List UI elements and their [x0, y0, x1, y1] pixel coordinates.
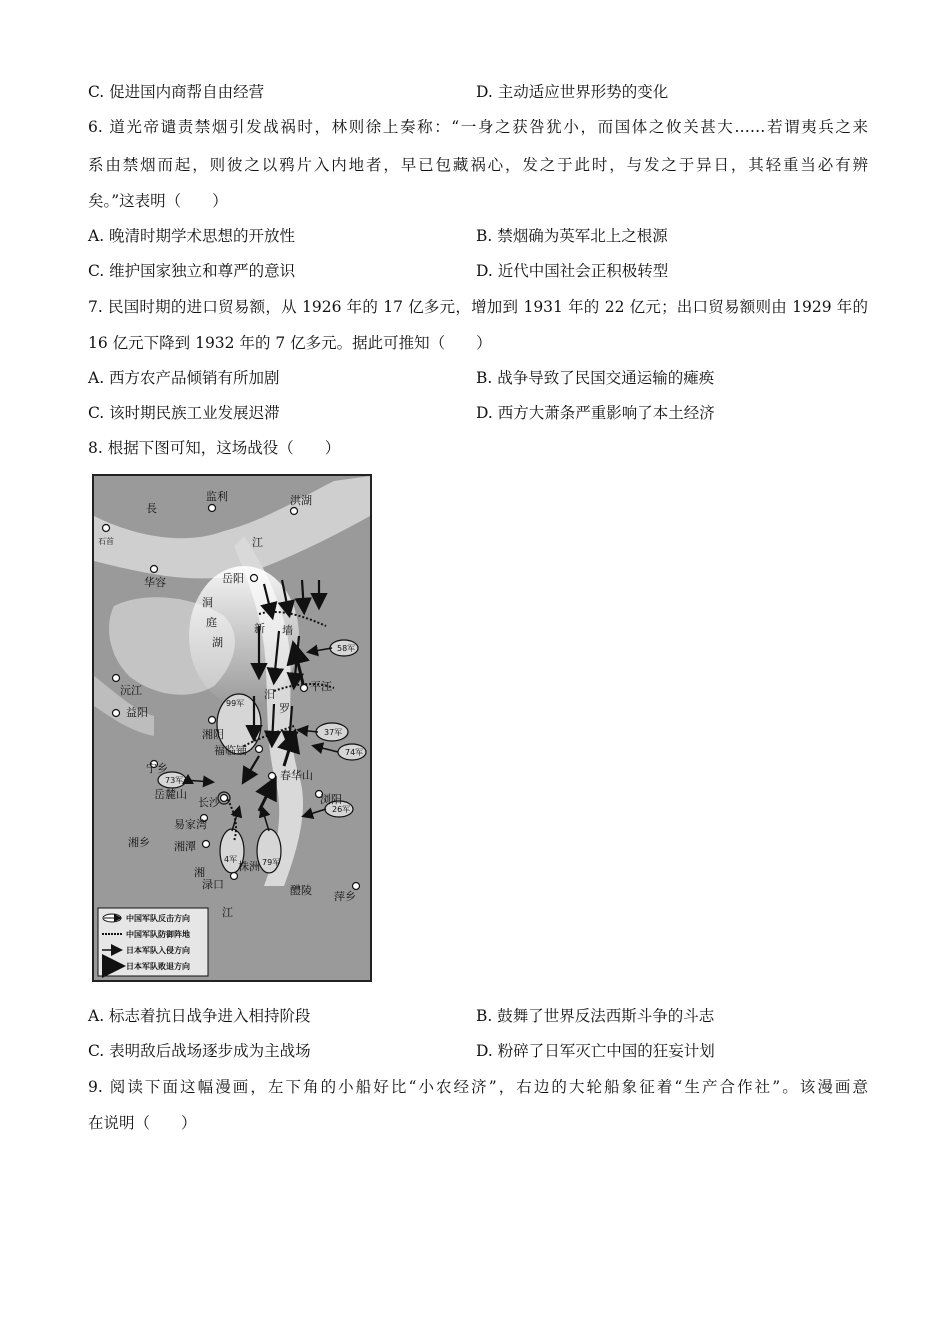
river-qiang: 墙: [282, 624, 293, 637]
q7-option-d: D. 西方大萧条严重影响了本土经济: [476, 404, 715, 422]
place-shishou: 石首: [98, 537, 114, 546]
place-changsha: 长沙: [198, 796, 220, 809]
place-liling: 醴陵: [290, 884, 312, 897]
map-legend: [98, 908, 208, 976]
place-pingxiang: 萍乡: [334, 890, 356, 903]
q8-stem: 8. 根据下图可知，这场战役（ ）: [88, 439, 341, 457]
q6-option-c: C. 维护国家独立和尊严的意识: [88, 262, 296, 280]
place-liuyang: 浏阳: [320, 793, 342, 806]
place-ningxiang: 宁乡: [146, 762, 168, 775]
river-luo: 罗: [279, 702, 290, 715]
unit-79: 79军: [262, 858, 281, 867]
q6-stem-line2: 系由禁烟而起，则彼之以鸦片入内地者，早已包藏祸心，发之于此时，与发之于异日，其轻重当必有辨: [88, 156, 868, 174]
q8-option-b: B. 鼓舞了世界反法西斯斗争的斗志: [476, 1007, 715, 1025]
q7-stem-line1: 7. 民国时期的进口贸易额，从 1926 年的 17 亿多元，增加到 1931 年的 22 亿元；出口贸易额则由 1929 年的: [88, 298, 868, 316]
q8-option-a: A. 标志着抗日战争进入相持阶段: [88, 1007, 311, 1025]
unit-58: 58军: [337, 644, 356, 653]
river-jiang2: 江: [222, 906, 233, 919]
q6-stem-line1: 6. 道光帝谴责禁烟引发战祸时，林则徐上奏称：“一身之获咎犹小，而国体之攸关甚大……若谓夷兵之来: [88, 118, 868, 136]
q5-option-c: C. 促进国内商帮自由经营: [88, 83, 265, 101]
place-yijiawan: 易家湾: [174, 818, 207, 831]
place-honghu: 洪湖: [290, 494, 312, 507]
q7-option-a: A. 西方农产品倾销有所加剧: [88, 369, 280, 387]
legend-japanese-invasion: 日本军队入侵方向: [126, 946, 190, 955]
q7-option-c: C. 该时期民族工业发展迟滞: [88, 404, 280, 422]
place-lukou: 渌口: [202, 878, 224, 891]
q6-option-b: B. 禁烟确为英军北上之根源: [476, 227, 668, 245]
place-jianli: 监利: [206, 490, 228, 503]
q6-option-a: A. 晚清时期学术思想的开放性: [88, 227, 296, 245]
place-xiangyin: 湘阴: [202, 728, 224, 741]
unit-26: 26军: [332, 805, 351, 814]
lake-dong: 洞: [202, 596, 213, 609]
legend-chinese-counter: 中国军队反击方向: [126, 914, 190, 923]
unit-37: 37军: [324, 728, 343, 737]
place-yiyang: 益阳: [126, 706, 148, 719]
q9-stem-line1: 9. 阅读下面这幅漫画，左下角的小船好比“小农经济”，右边的大轮船象征着“生产合作社”。该漫画意: [88, 1078, 868, 1096]
river-jiang: 江: [252, 536, 263, 549]
q8-option-d: D. 粉碎了日军灭亡中国的狂妄计划: [476, 1042, 715, 1060]
place-xiangtan: 湘潭: [174, 840, 196, 853]
place-yuanjiang: 沅江: [120, 684, 142, 697]
q8-option-c: C. 表明敌后战场逐步成为主战场: [88, 1042, 311, 1060]
place-huarong: 华容: [144, 576, 166, 589]
unit-73: 73军: [165, 776, 184, 785]
river-xiang: 湘: [194, 866, 205, 879]
lake-ting: 庭: [206, 616, 217, 629]
place-yueyang: 岳阳: [222, 572, 244, 585]
river-xin: 新: [254, 622, 265, 635]
unit-4: 4军: [224, 855, 238, 864]
q7-option-b: B. 战争导致了民国交通运输的瘫痪: [476, 369, 715, 387]
place-chunhuashan: 春华山: [280, 769, 313, 782]
lake-hu: 湖: [212, 636, 223, 649]
place-pingjiang: 平江: [310, 680, 332, 693]
river-chang: 長: [146, 502, 157, 515]
river-mi: 汨: [264, 688, 275, 701]
place-zhuzhou: 株洲: [238, 860, 260, 873]
legend-chinese-defense: 中国军队防御阵地: [126, 930, 190, 939]
unit-74: 74军: [345, 748, 364, 757]
unit-99: 99军: [226, 699, 245, 708]
place-fulinpu: 福临铺: [214, 744, 247, 757]
q6-stem-line3: 矣。”这表明（ ）: [88, 192, 228, 210]
legend-japanese-retreat: 日本军队败退方向: [126, 962, 190, 971]
q7-stem-line2: 16 亿元下降到 1932 年的 7 亿多元。据此可推知（ ）: [88, 334, 492, 352]
place-yuelushan: 岳麓山: [154, 788, 187, 801]
q9-stem-line2: 在说明（ ）: [88, 1114, 197, 1132]
battle-map: [92, 474, 372, 982]
q5-option-d: D. 主动适应世界形势的变化: [476, 83, 669, 101]
q6-option-d: D. 近代中国社会正积极转型: [476, 262, 669, 280]
place-xiangxiang: 湘乡: [128, 836, 150, 849]
